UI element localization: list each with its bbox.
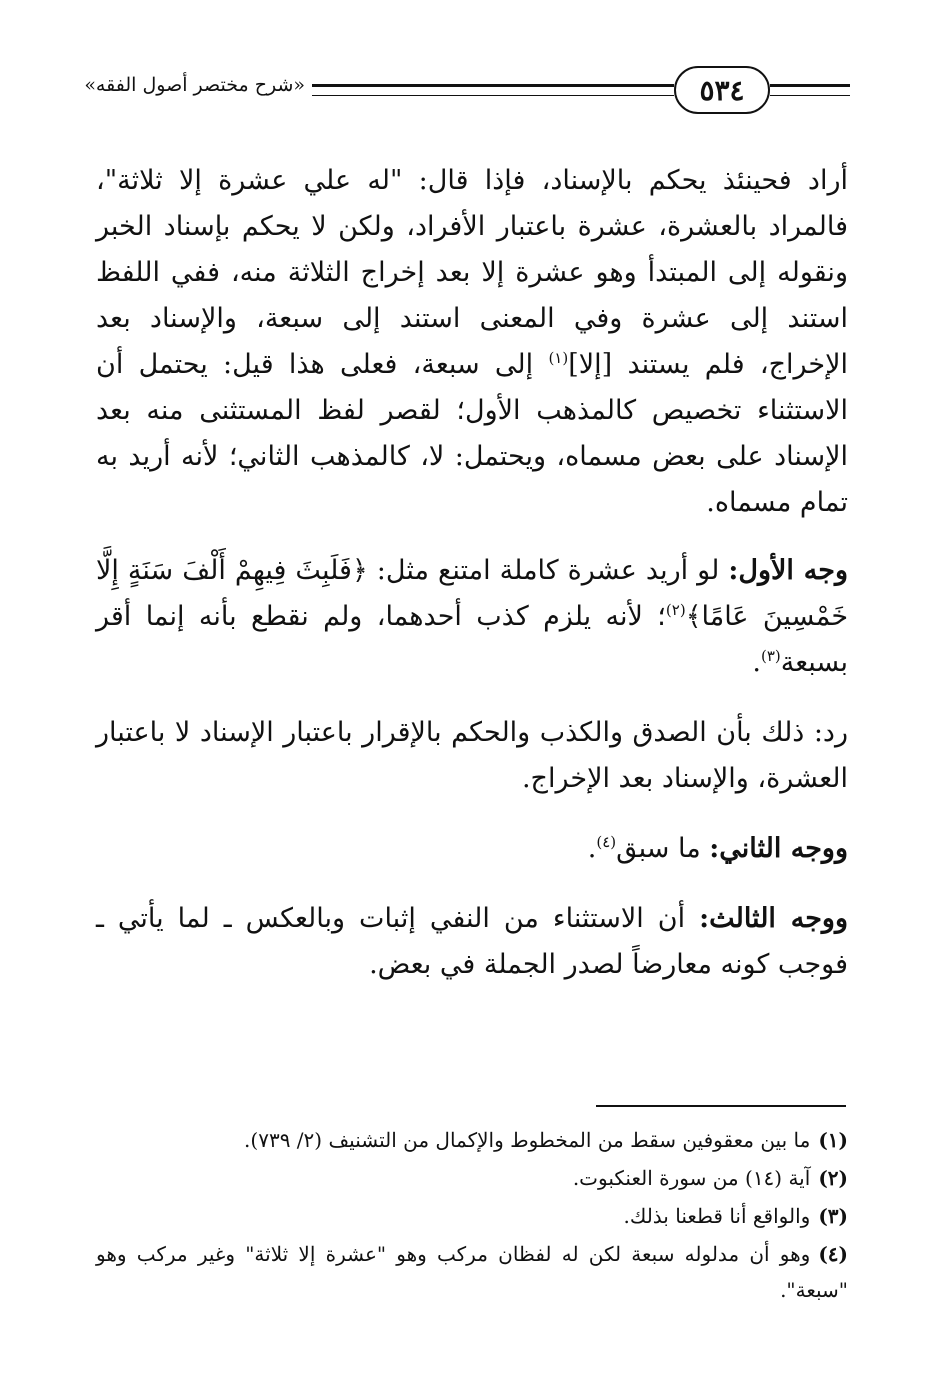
footnote-3: [96, 1198, 848, 1234]
footnote-2: [96, 1160, 848, 1196]
paragraph-2-label: وجه الأول:: [728, 555, 848, 586]
footnote-number: (٣): [818, 1204, 848, 1228]
paragraph-4-text: ما سبق: [616, 833, 710, 864]
paragraph-1-continued: إلى سبعة، فعلى هذا قيل: يحتمل أن الاستثناء تخصيص كالمذهب الأول؛ لقصر لفظ المستثنى منه بعد الإسناد على بعض مسماه، ويحتمل: لا، كالمذهب الثاني؛ لأنه أريد به تمام مسماه.: [96, 349, 848, 518]
paragraph-2-continued: ؛ لأنه يلزم كذب أحدهما، ولم نقطع بأنه إنما أقر بسبعة: [96, 601, 848, 678]
footnote-1: [96, 1122, 848, 1158]
paragraph-4-label: ووجه الثاني:: [709, 833, 848, 864]
footnote-number: (٢): [818, 1166, 848, 1190]
running-title: «شرح مختصر أصول الفقه»: [84, 74, 305, 96]
footnote-text: ما بين معقوفين سقط من المخطوط والإكمال من التشنيف (٢/ ٧٣٩).: [244, 1128, 811, 1152]
footnote-text: آية (١٤) من سورة العنكبوت.: [572, 1166, 811, 1190]
footnote-number: (١): [818, 1128, 848, 1152]
paragraph-4: [96, 826, 848, 872]
paragraph-5-text: أن الاستثناء من النفي إثبات وبالعكس ـ لما يأتي ـ فوجب كونه معارضاً لصدر الجملة في بعض.: [96, 903, 848, 980]
footnote-text: والواقع أنا قطعنا بذلك.: [623, 1204, 811, 1228]
footnote-ref-1: (١): [548, 349, 569, 367]
paragraph-1: [96, 158, 848, 526]
page-header: [84, 62, 850, 122]
footnote-ref-2: (٢): [665, 601, 686, 619]
page-number: ٥٣٤: [674, 66, 770, 114]
paragraph-3: رد: ذلك بأن الصدق والكذب والحكم بالإقرار باعتبار الإسناد لا باعتبار العشرة، والإسناد بعد الإخراج.: [96, 717, 848, 794]
main-text: [96, 158, 848, 1012]
footnote-4: [96, 1236, 848, 1308]
footnotes: [96, 1122, 848, 1310]
paragraph-5-label: ووجه الثالث:: [699, 903, 848, 934]
paragraph-4-end: .: [587, 833, 597, 864]
paragraph-1-text: أراد فحينئذ يحكم بالإسناد، فإذا قال: "له علي عشرة إلا ثلاثة"، فالمراد بالعشرة، عشرة باعتبار الأفراد، ولكن لا يحكم بإسناد الخبر ونقوله إلى المبتدأ وهو عشرة إلا بعد إخراج الثلاثة منه، ففي اللفظ استند إلى عشرة وفي المعنى استند إلى سبعة، والإسناد بعد الإخراج، فلم يستند [إلا]: [96, 165, 848, 380]
footnote-ref-4: (٤): [596, 833, 617, 851]
paragraph-2-end: .: [752, 647, 761, 678]
paragraph-2: [96, 548, 848, 686]
paragraph-2-text: لو أريد عشرة كاملة امتنع مثل:: [367, 555, 729, 586]
footnote-ref-3: (٣): [760, 647, 781, 665]
footnote-number: (٤): [818, 1242, 848, 1266]
paragraph-5: [96, 896, 848, 988]
footnote-text: وهو أن مدلوله سبعة لكن له لفظان مركب وهو "عشرة إلا ثلاثة" وغير مركب وهو "سبعة".: [96, 1242, 848, 1302]
header-rule-right: [770, 84, 850, 96]
quran-verse: ﴿فَلَبِثَ فِيهِمْ أَلْفَ سَنَةٍ إِلَّا خَمْسِينَ عَامًا﴾: [96, 555, 849, 632]
header-rule-left: [312, 84, 674, 96]
footnote-separator: [596, 1105, 846, 1107]
